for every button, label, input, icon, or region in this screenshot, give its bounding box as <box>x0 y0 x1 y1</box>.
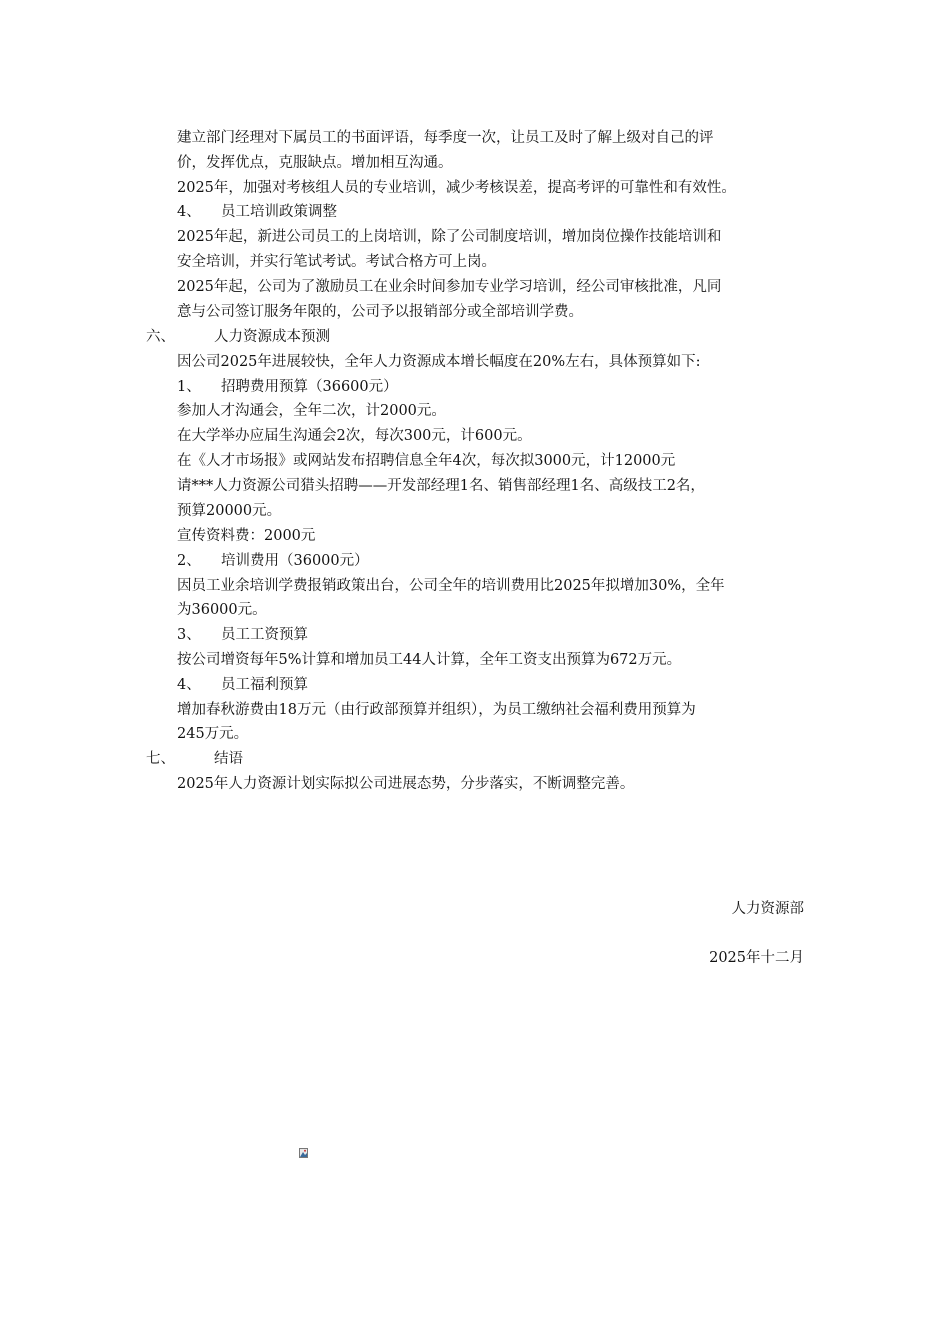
paragraph-line: 2025年起，公司为了激励员工在业余时间参加专业学习培训，经公司审核批准，凡同 <box>177 279 722 295</box>
paragraph-line: 因员工业余培训学费报销政策出台，公司全年的培训费用比2025年拟增加30%，全年 <box>177 578 725 594</box>
paragraph-line: 参加人才沟通会，全年二次，计2000元。 <box>177 403 446 419</box>
part-heading-6 <box>146 327 330 347</box>
section-number: 4、 <box>177 677 201 693</box>
paragraph-line: 因公司2025年进展较快，全年人力资源成本增长幅度在20%左右，具体预算如下: <box>177 354 701 370</box>
part-title: 结语 <box>214 751 243 767</box>
section-title: 员工培训政策调整 <box>221 204 337 220</box>
part-number: 六、 <box>146 329 175 345</box>
part-number: 七、 <box>146 751 175 767</box>
paragraph-line: 增加春秋游费由18万元（由行政部预算并组织），为员工缴纳社会福利费用预算为 <box>177 702 696 718</box>
section-title: 员工工资预算 <box>221 627 308 643</box>
paragraph-line: 在《人才市场报》或网站发布招聘信息全年4次，每次拟3000元，计12000元 <box>177 453 676 469</box>
part-heading-7 <box>146 749 243 769</box>
section-number: 1、 <box>177 379 201 395</box>
paragraph-line: 价，发挥优点，克服缺点。增加相互沟通。 <box>177 155 453 171</box>
paragraph-line: 建立部门经理对下属员工的书面评语，每季度一次，让员工及时了解上级对自己的评 <box>177 130 714 146</box>
signature-department: 人力资源部 <box>731 901 804 917</box>
paragraph-line: 请***人力资源公司猎头招聘——开发部经理1名、销售部经理1名、高级技工2名， <box>177 478 705 494</box>
section-heading-6-2 <box>177 551 369 571</box>
section-heading-6-1 <box>177 377 398 397</box>
part-title: 人力资源成本预测 <box>214 329 330 345</box>
paragraph-line: 在大学举办应届生沟通会2次，每次300元，计600元。 <box>177 428 532 444</box>
paragraph-line: 2025年起，新进公司员工的上岗培训，除了公司制度培训，增加岗位操作技能培训和 <box>177 229 722 245</box>
section-title: 招聘费用预算（36600元） <box>221 379 398 395</box>
signature-date: 2025年十二月 <box>709 950 804 966</box>
section-title: 培训费用（36000元） <box>221 553 369 569</box>
paragraph-line: 意与公司签订服务年限的，公司予以报销部分或全部培训学费。 <box>177 304 583 320</box>
section-heading-6-4 <box>177 675 308 695</box>
document-image-icon <box>299 1143 308 1153</box>
section-title: 员工福利预算 <box>221 677 308 693</box>
section-heading-6-3 <box>177 625 308 645</box>
paragraph-line: 为36000元。 <box>177 602 267 618</box>
section-number: 2、 <box>177 553 201 569</box>
section-number: 4、 <box>177 204 201 220</box>
paragraph-line: 安全培训，并实行笔试考试。考试合格方可上岗。 <box>177 254 496 270</box>
section-number: 3、 <box>177 627 201 643</box>
section-heading-4 <box>177 202 337 222</box>
paragraph-line: 预算20000元。 <box>177 503 282 519</box>
paragraph-line: 2025年，加强对考核组人员的专业培训，减少考核误差，提高考评的可靠性和有效性。 <box>177 180 736 196</box>
paragraph-line: 按公司增资每年5%计算和增加员工44人计算，全年工资支出预算为672万元。 <box>177 652 682 668</box>
paragraph-line: 245万元。 <box>177 726 249 742</box>
paragraph-line: 2025年人力资源计划实际拟公司进展态势，分步落实，不断调整完善。 <box>177 776 635 792</box>
paragraph-line: 宣传资料费：2000元 <box>177 528 316 544</box>
